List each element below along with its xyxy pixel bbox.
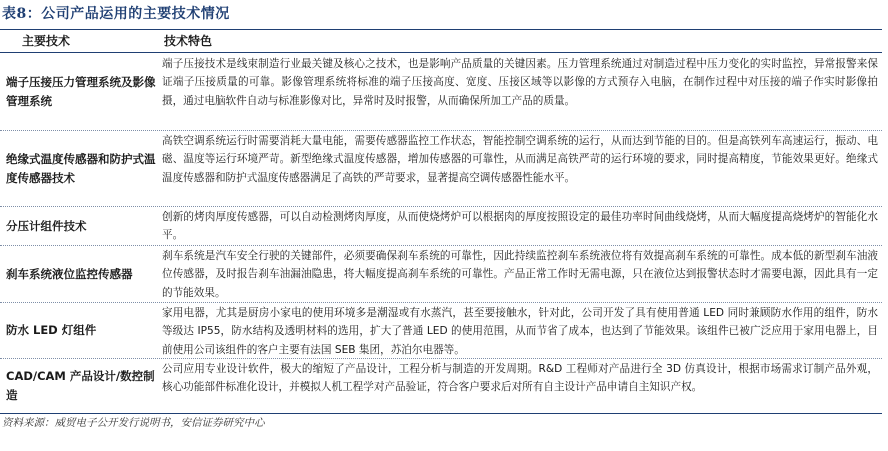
tech-description: 家用电器，尤其是厨房小家电的使用环境多是潮湿或有水蒸汽，甚至要接触水，针对此，公司开发了具有使用普通 LED 同时兼顾防水作用的组件，防水等级达 IP55，防水结构及透明材料的选用，扩大了普通 LED 的使用范围，从而节省了成本，也达到了节能效果。该组件已被广泛应用于家用电器上，目前使用公司该组件的客户主要有法国 SEB 集团，苏泊尔电器等。 bbox=[162, 307, 878, 356]
tech-name: 分压计组件技术 bbox=[6, 218, 87, 233]
top-rule bbox=[0, 29, 882, 30]
table-row bbox=[0, 131, 882, 206]
header-rule bbox=[0, 52, 882, 53]
table-row bbox=[0, 54, 882, 130]
tech-name: 防水 LED 灯组件 bbox=[6, 323, 97, 337]
tech-description: 刹车系统是汽车安全行驶的关键部件，必须要确保刹车系统的可靠性，因此持续监控刹车系统液位将有效提高刹车系统的可靠性。成本低的新型刹车油液位传感器，及时报告刹车油漏油隐患，将大幅度提高刹车系统的可靠性。产品正常工作时无需电源，只在液位达到报警状态时才需要电源，因此具有一定的节能效果。 bbox=[162, 250, 878, 299]
table-row bbox=[0, 303, 882, 358]
table-row bbox=[0, 246, 882, 302]
tech-description: 端子压接技术是线束制造行业最关键及核心之技术，也是影响产品质量的关键因素。压力管理系统通过对制造过程中压力变化的实时监控，异常报警来保证端子压接质量的可靠。影像管理系统将标准的端子压接高度、宽度、压接区域等以影像的方式预存入电脑，在制作过程中对压接的端子作实时影像拍摄，通过电脑软件自动与标准影像对比，异常时及时报警，从而确保所加工产品的质量。 bbox=[162, 58, 878, 107]
header-main-tech: 主要技术 bbox=[22, 34, 71, 48]
tech-description: 高铁空调系统运行时需要消耗大量电能，需要传感器监控工作状态，智能控制空调系统的运行，从而达到节能的目的。但是高铁列车高速运行，振动、电磁、温度等运行环境严苛。新型绝缘式温度传感器，增加传感器的可靠性，从而满足高铁严苛的运行环境的要求，同时提高精度，节能效果更好。绝缘式温度传感器和防护式温度传感器满足了高铁的严苛要求，显著提高空调传感器性能水平。 bbox=[162, 135, 878, 184]
tech-description: 创新的烤肉厚度传感器，可以自动检测烤肉厚度，从而使烧烤炉可以根据肉的厚度按照设定的最佳功率时间曲线烧烤，从而大幅度提高烧烤炉的智能化水平。 bbox=[162, 211, 878, 242]
tech-name: CAD/CAM 产品设计/数控制造 bbox=[6, 369, 155, 402]
header-tech-features: 技术特色 bbox=[164, 34, 213, 48]
table-row bbox=[0, 207, 882, 245]
table-title: 表8：公司产品运用的主要技术情况 bbox=[2, 6, 230, 22]
tech-name: 端子压接压力管理系统及影像管理系统 bbox=[6, 75, 156, 108]
table-row bbox=[0, 359, 882, 413]
tech-name: 刹车系统液位监控传感器 bbox=[6, 266, 133, 281]
bottom-rule bbox=[0, 413, 882, 414]
tech-description: 公司应用专业设计软件，极大的缩短了产品设计，工程分析与制造的开发周期。R&D 工程师对产品进行全 3D 仿真设计，根据市场需求订制产品外观，核心功能部件标准化设计，并模拟人机工程学对产品验证，符合客户要求后对所有自主设计产品申请自主知识产权。 bbox=[162, 363, 878, 394]
source-note: 资料来源：威贸电子公开发行说明书，安信证券研究中心 bbox=[2, 417, 265, 429]
tech-name: 绝缘式温度传感器和防护式温度传感器技术 bbox=[6, 151, 156, 185]
